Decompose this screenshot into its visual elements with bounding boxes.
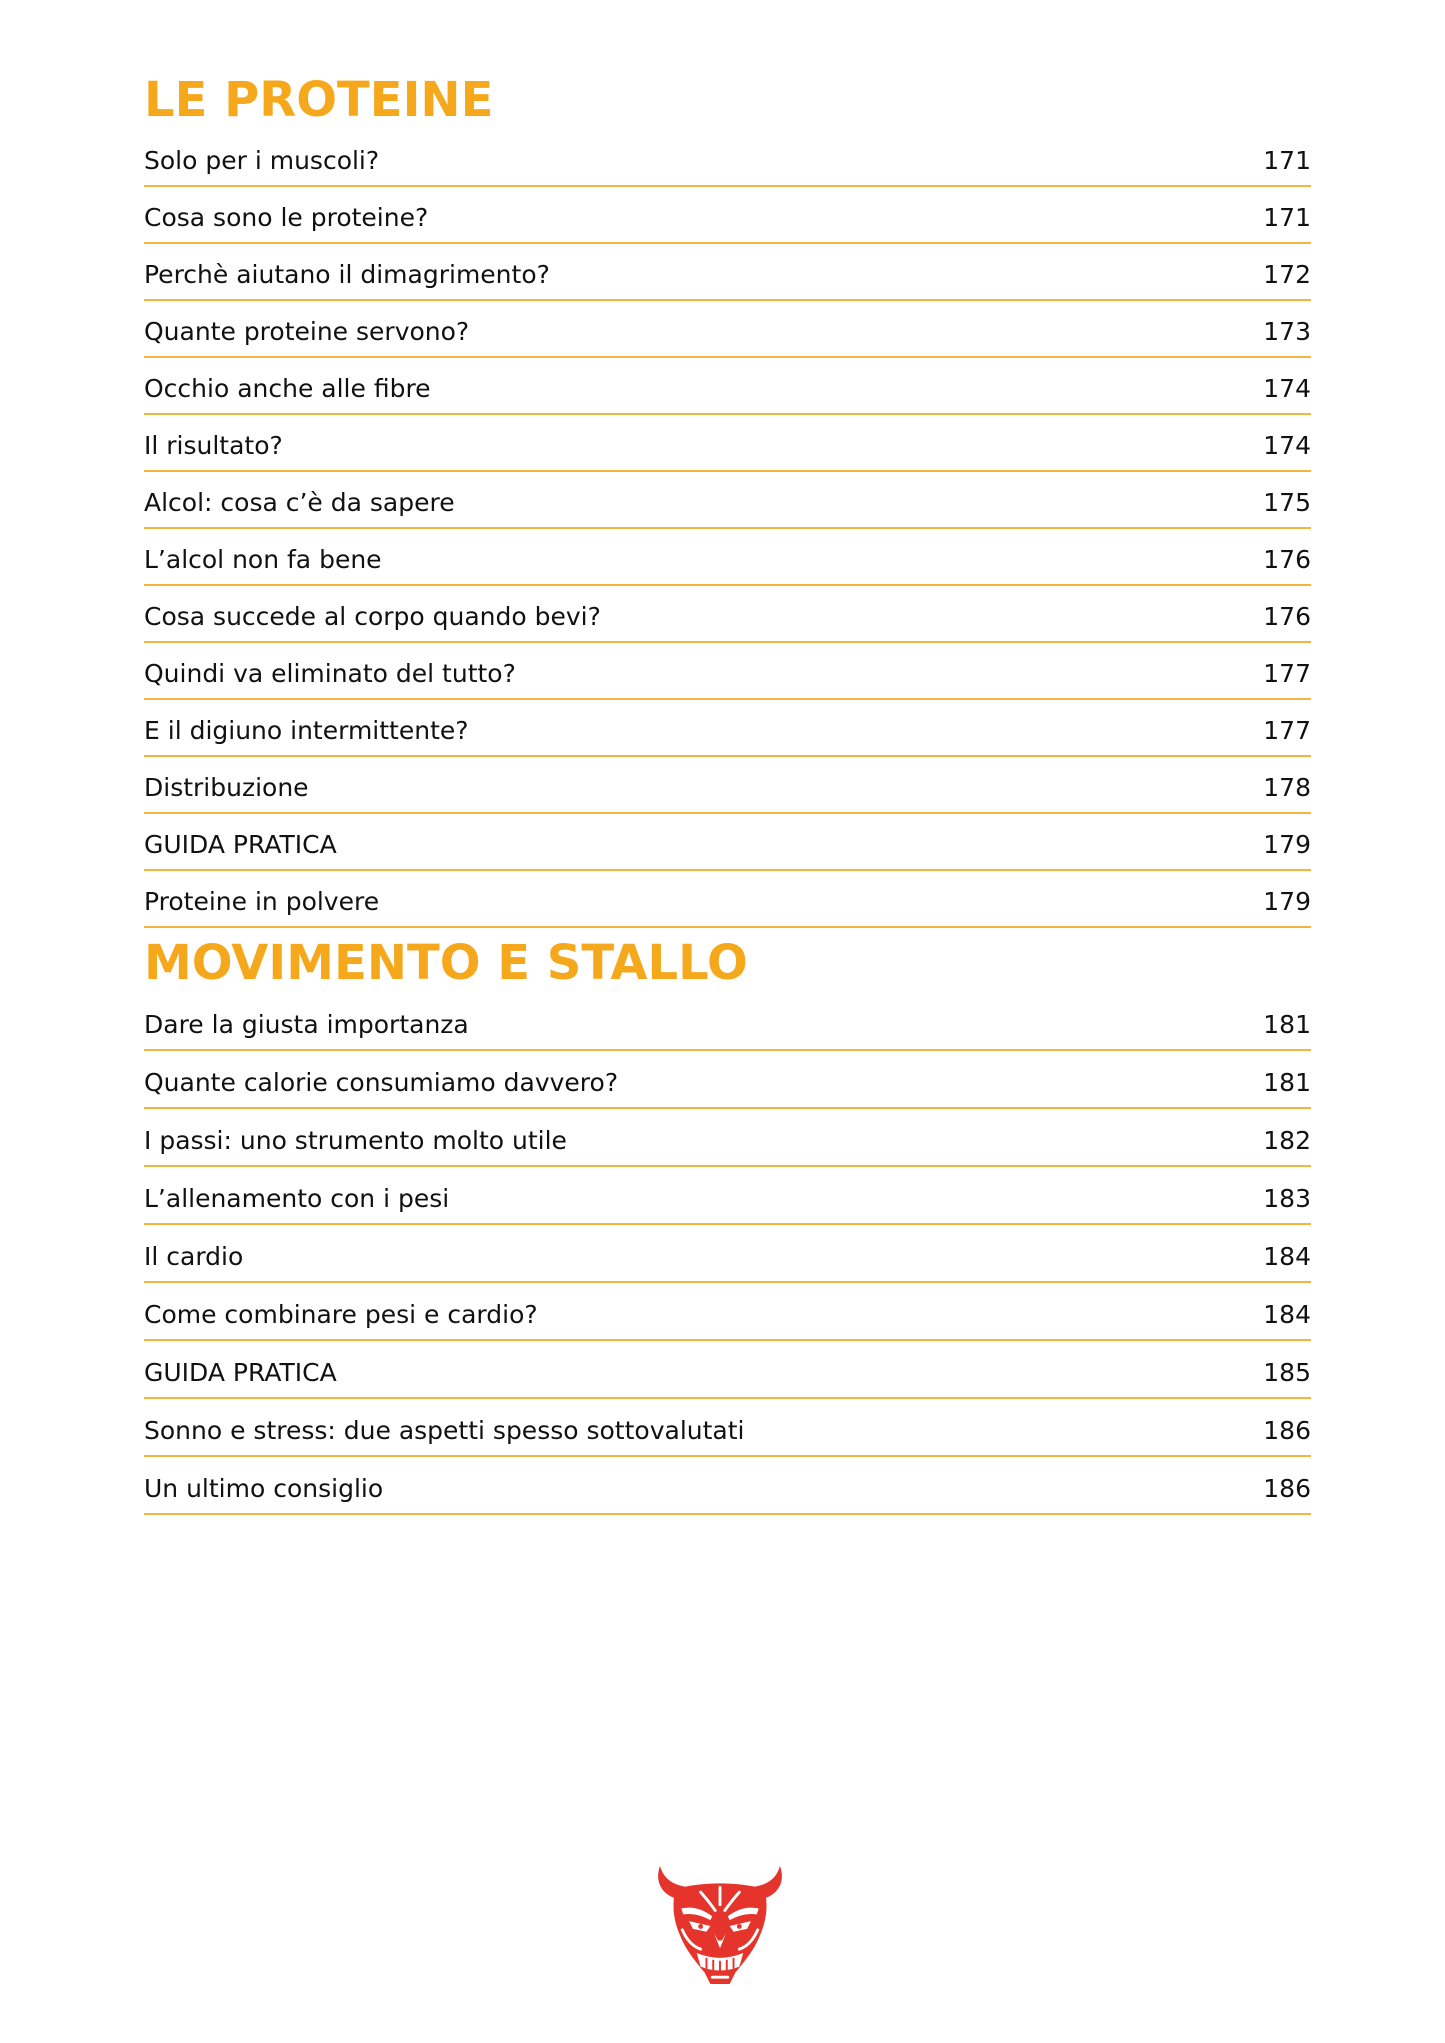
toc-entry-page: 179 <box>1263 830 1311 859</box>
section-title: LE PROTEINE <box>144 72 494 128</box>
toc-entry <box>144 757 1311 814</box>
toc-entry-page: 178 <box>1263 773 1311 802</box>
oni-mask-icon <box>652 1866 788 1984</box>
toc-entry <box>144 301 1311 358</box>
toc-entry-label: Solo per i muscoli? <box>144 146 380 175</box>
toc-section-movimento <box>144 933 1311 1515</box>
toc-entry <box>144 1341 1311 1399</box>
toc-entry-page: 186 <box>1263 1416 1311 1445</box>
toc-entry-label: Sonno e stress: due aspetti spesso sottovalutati <box>144 1416 745 1445</box>
toc-entry-page: 175 <box>1263 488 1311 517</box>
toc-entry-label: L’alcol non fa bene <box>144 545 382 574</box>
toc-entry <box>144 1457 1311 1515</box>
toc-entry-label: Quante calorie consumiamo davvero? <box>144 1068 619 1097</box>
toc-entry-page: 179 <box>1263 887 1311 916</box>
toc-entry-page: 181 <box>1263 1068 1311 1097</box>
toc-entry <box>144 1051 1311 1109</box>
toc-entry-page: 185 <box>1263 1358 1311 1387</box>
toc-entry <box>144 529 1311 586</box>
toc-entry-label: Dare la giusta importanza <box>144 1010 469 1039</box>
toc-entry-page: 171 <box>1263 146 1311 175</box>
toc-entry-label: Cosa sono le proteine? <box>144 203 429 232</box>
toc-entry-page: 184 <box>1263 1242 1311 1271</box>
toc-entry-label: I passi: uno strumento molto utile <box>144 1126 567 1155</box>
toc-entry-label: Occhio anche alle fibre <box>144 374 431 403</box>
toc-entry-label: L’allenamento con i pesi <box>144 1184 450 1213</box>
toc-entry <box>144 586 1311 643</box>
toc-entry-label: Proteine in polvere <box>144 887 380 916</box>
toc-entry <box>144 643 1311 700</box>
toc-entry-label: E il digiuno intermittente? <box>144 716 469 745</box>
toc-entry <box>144 871 1311 928</box>
toc-entry-page: 177 <box>1263 716 1311 745</box>
toc-entry-page: 176 <box>1263 545 1311 574</box>
toc-entry-page: 182 <box>1263 1126 1311 1155</box>
toc-entry-page: 183 <box>1263 1184 1311 1213</box>
toc-entry-page: 186 <box>1263 1474 1311 1503</box>
toc-entry-page: 174 <box>1263 374 1311 403</box>
toc-entry-label: Il risultato? <box>144 431 283 460</box>
toc-entry-label: Il cardio <box>144 1242 244 1271</box>
toc-entry-label: Distribuzione <box>144 773 309 802</box>
table-of-contents <box>144 70 1311 1515</box>
toc-entry-page: 174 <box>1263 431 1311 460</box>
toc-entry-label: Quante proteine servono? <box>144 317 470 346</box>
toc-entry-label: Un ultimo consiglio <box>144 1474 384 1503</box>
toc-entry-page: 171 <box>1263 203 1311 232</box>
toc-entry-page: 173 <box>1263 317 1311 346</box>
toc-entry-page: 177 <box>1263 659 1311 688</box>
toc-entry <box>144 130 1311 187</box>
toc-entry <box>144 1225 1311 1283</box>
toc-entry-label: Alcol: cosa c’è da sapere <box>144 488 455 517</box>
toc-entry-label: Quindi va eliminato del tutto? <box>144 659 516 688</box>
toc-entry-page: 181 <box>1263 1010 1311 1039</box>
toc-entry <box>144 358 1311 415</box>
oni-mask-icon-graphic <box>652 1866 788 1984</box>
toc-entry-label: Come combinare pesi e cardio? <box>144 1300 538 1329</box>
toc-entry <box>144 244 1311 301</box>
section-title: MOVIMENTO E STALLO <box>144 935 748 991</box>
toc-entry <box>144 187 1311 244</box>
toc-entry <box>144 993 1311 1051</box>
toc-entry <box>144 1109 1311 1167</box>
toc-section-proteine <box>144 70 1311 928</box>
toc-entry <box>144 415 1311 472</box>
toc-entry-label: GUIDA PRATICA <box>144 830 337 859</box>
toc-entry-page: 176 <box>1263 602 1311 631</box>
toc-entry <box>144 1167 1311 1225</box>
toc-entry-label: Cosa succede al corpo quando bevi? <box>144 602 601 631</box>
toc-entry <box>144 814 1311 871</box>
toc-entry-page: 172 <box>1263 260 1311 289</box>
toc-entry-page: 184 <box>1263 1300 1311 1329</box>
toc-entry <box>144 700 1311 757</box>
toc-entry <box>144 1399 1311 1457</box>
toc-entry-label: Perchè aiutano il dimagrimento? <box>144 260 550 289</box>
toc-entry-label: GUIDA PRATICA <box>144 1358 337 1387</box>
toc-entry <box>144 472 1311 529</box>
toc-entry <box>144 1283 1311 1341</box>
